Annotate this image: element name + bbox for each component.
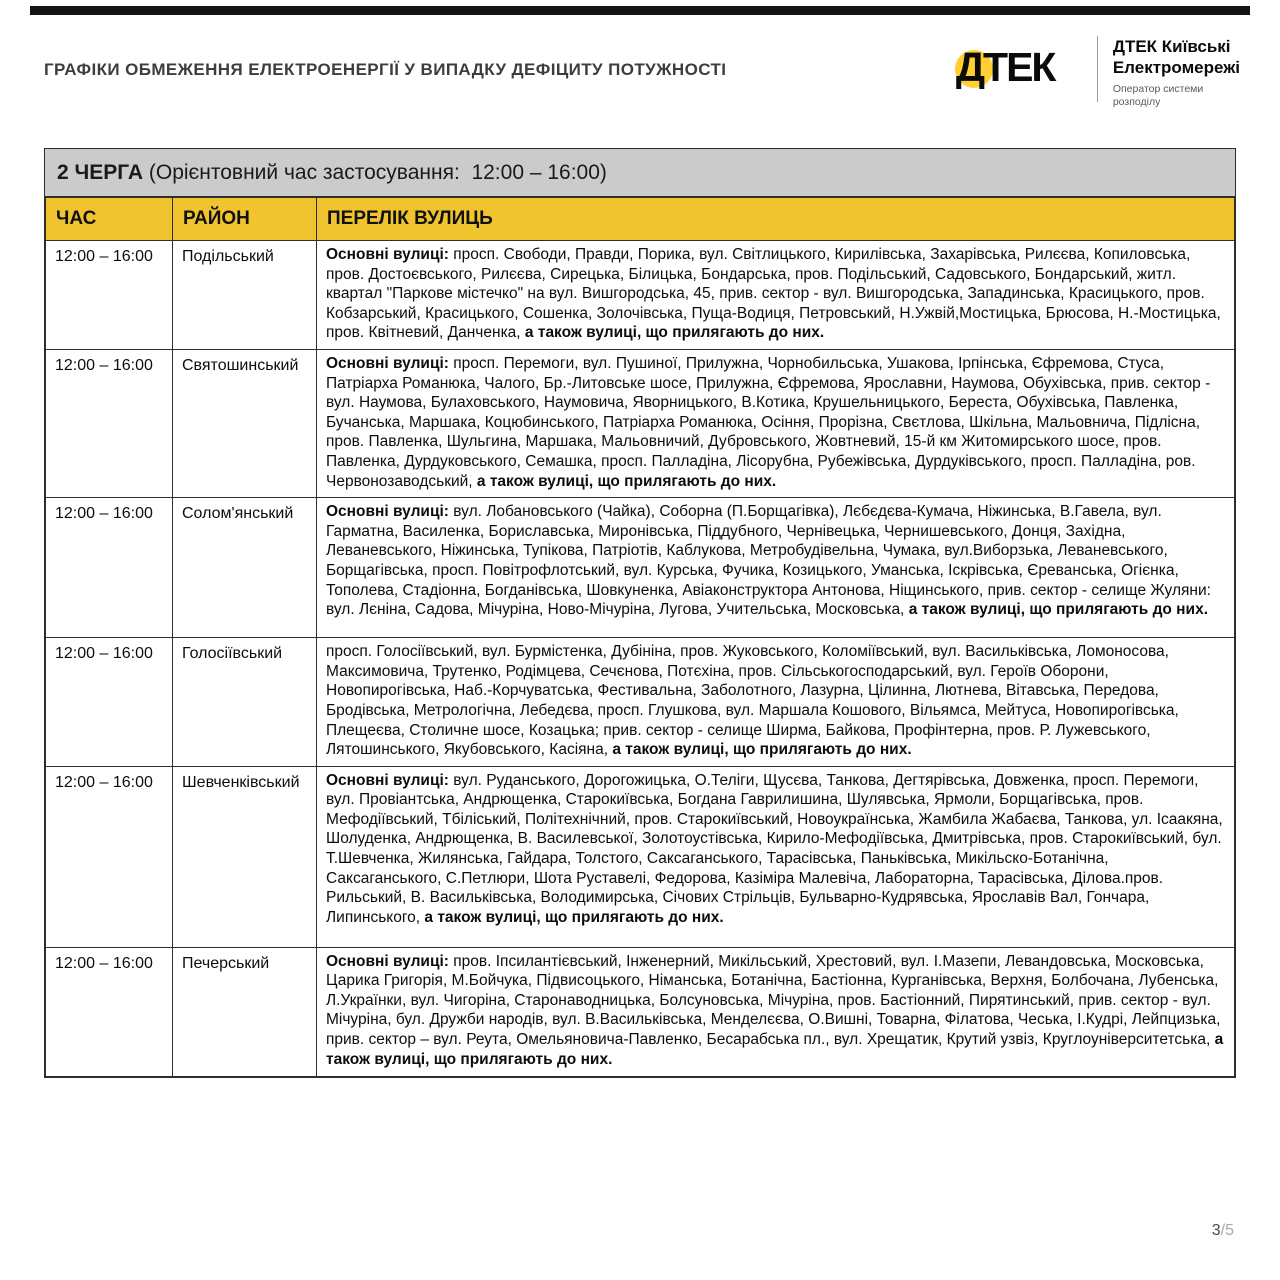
column-header-district: РАЙОН: [173, 198, 317, 241]
district-value: Печерський: [182, 954, 270, 972]
time-value: 12:00 – 16:00: [55, 505, 153, 523]
table-row: [46, 947, 1235, 1076]
page-number-current: 3: [1211, 1222, 1221, 1239]
logo-subtitle-line2: розподілу: [1112, 96, 1161, 108]
table-row: [46, 766, 1235, 947]
time-value: 12:00 – 16:00: [55, 773, 153, 791]
time-cell: [46, 241, 173, 350]
logo-subtitle: [1113, 83, 1240, 109]
page-number-total: /5: [1220, 1222, 1234, 1239]
streets-list: просп. Свободи, Правди, Порика, вул. Світлицького, Кирилівська, Захарівська, Рилєєва, Копиловська, пров. Достоєвського, Рилєєва, Сирецька, Білицька, Бондарська, пров. Подільський, Садовського, Бондарський, житл. квартал "Паркове містечко" на вул. Вишгородська, 45, прив. сектор - вул. Вишгородська, Западинська, Красицького, пров. Кобзарський, Красицького, Сошенка, Золочівська, Пуща-Водиця, Петровський, Н.Ужвій,Мостицька, Брюсова, Н.-Мостицька, пров. Квітневий, Данченка,: [326, 246, 1221, 342]
streets-list: вул. Руданського, Дорогожицька, О.Теліги, Щусєва, Танкова, Дегтярівська, Довженка, просп. Перемоги, вул. Провіантська, Андрющенка, Старокиївська, Богдана Гаврилишина, Шулявська, Ярмоли, Борщагівська, пров. Мефодіївський, Тбіліський, Політехнічний, пров. Старокиївський, Новоукраїнська, Жамбила Жабаєва, Танкова, ул. Ісаакяна, Шолуденка, Андрющенка, В. Василевської, Золотоустівська, Кирило-Мефодіївська, Дмитрівська, пров. Старокиївський, бул. Т.Шевченка, Жилянська, Гайдара, Толстого, Саксаганського, Тарасівська, Паньківська, Микільско-Ботанічна, Саксаганського, С.Петлюри, Шота Руставелі, Федорова, Казіміра Малевіча, Лабораторна, Тарасівська, Ділова.пров. Рильський, В. Васильківська, Володимирська, Січових Стрільців, Бульварно-Кудрявська, Ярославів Вал, Гончара, Липинського,: [326, 771, 1223, 926]
district-cell: [173, 766, 317, 947]
time-value: 12:00 – 16:00: [55, 356, 153, 374]
schedule-body: [46, 241, 1235, 1077]
district-cell: [173, 349, 317, 497]
table-row: [46, 241, 1235, 350]
queue-subtitle: (Орієнтовний час застосування: 12:00 – 16:00): [143, 160, 607, 184]
district-value: Голосіївський: [182, 645, 283, 663]
district-cell: [173, 947, 317, 1076]
streets-tail-note: а також вулиці, що прилягають до них.: [424, 908, 724, 926]
streets-tail-note: а також вулиці, що прилягають до них.: [524, 324, 825, 342]
logo-company-line2: Електромережі: [1112, 58, 1240, 77]
streets-list: просп. Голосіївський, вул. Бурмістенка, Дубініна, пров. Жуковського, Коломіївський, вул. Васильківська, Ломоносова, Максимовича, Трутенко, Родімцева, Сечєнова, Потєхіна, пров. Сільськогосподарський, вул. Героїв Оборони, Новопирогівська, Наб.-Корчуватська, Фестивальна, Заболотного, Лазурна, Цілинна, Лютнева, Вітавська, Передова, Бродівська, Метрологічна, Лебедєва, просп. Глушкова, вул. Маршала Кошового, Вільямса, Мейтуса, Новопирогівська, Плещеєва, Столичне шосе, Козацька; прив. сектор - селище Ширма, Байкова, Профінтерна, пров. Р. Лужевського, Лятошинського, Якубовського, Касіяна,: [326, 643, 1179, 759]
top-black-bar: [30, 6, 1250, 15]
schedule-table: [44, 148, 1236, 1078]
streets-list: вул. Лобановського (Чайка), Соборна (П.Борщагівка), Лєбєдєва-Кумача, Ніжинська, В.Гавела, вул. Гарматна, Василенка, Бориславська, Миронівська, Піддубного, Чернівецька, Чернишевського, Донця, Західна, Леваневського, Ніжинська, Тупікова, Патріотів, Каблукова, Метробудівельна, Чумака, вул.Виборзька, Леваневського, Борщагівська, просп. Повітрофлотський, вул. Курська, Фучика, Козицького, Уманська, Іскрівська, Єреванська, Огієнка, Тополева, Стадіонна, Богданівська, Шовкуненка, Авіаконструктора Антонова, Ніщинського, прив. сектор - селище Жуляни: вул. Лєніна, Садова, Мічуріна, Ново-Мічуріна, Лугова, Учительська, Московська,: [326, 503, 1211, 619]
streets-tail-note: а також вулиці, що прилягають до них.: [908, 601, 1209, 619]
streets-cell: [317, 498, 1235, 638]
time-cell: [46, 947, 173, 1076]
district-cell: [173, 241, 317, 350]
streets-tail-note: а також вулиці, що прилягають до них.: [326, 1031, 1224, 1068]
streets-cell: [317, 766, 1235, 947]
time-cell: [46, 638, 173, 767]
logo-subtitle-line1: Оператор системи: [1112, 83, 1204, 95]
district-value: Солом'янський: [182, 505, 294, 523]
streets-cell: [317, 349, 1235, 497]
district-value: Шевченківський: [182, 773, 300, 791]
time-cell: [46, 498, 173, 638]
streets-lead-label: Основні вулиці:: [326, 771, 449, 789]
logo-company-line1: ДТЕК Київські: [1112, 37, 1231, 56]
district-cell: [173, 638, 317, 767]
streets-list: просп. Перемоги, вул. Пушиної, Прилужна, Чорнобильська, Ушакова, Ірпінська, Єфремова, Стуса, Патріарха Романюка, Чалого, Бр.-Литовське шосе, Прилужна, Єфремова, Ярославни, Наумова, Обухівська, прив. сектор - вул. Наумова, Булаховського, Наумовича, Яворницького, В.Котика, Крушельницького, Береста, Обухівська, Павленка, Бучанська, Маршака, Коцюбинського, Патріарха Романюка, Осіння, Прорізна, Свєтлова, Шкільна, Мальовнича, Підлісна, пров. Павленка, Шульгина, Маршака, Мальовничий, Дубровського, Жовтневий, 15-й км Житомирського шосе, пров. Павленка, Дурдуковського, Семашка, просп. Палладіна, Лісорубна, Рубежівська, Дурдуківського, просп. Палладіна, ров. Червонозаводський,: [326, 354, 1211, 490]
time-cell: [46, 766, 173, 947]
table-row: [46, 498, 1235, 638]
table-header-row: [46, 198, 1235, 241]
table-row: [46, 638, 1235, 767]
district-cell: [173, 498, 317, 638]
streets-tail-note: а також вулиці, що прилягають до них.: [612, 741, 912, 759]
document-title: ГРАФІКИ ОБМЕЖЕННЯ ЕЛЕКТРОЕНЕРГІЇ У ВИПАДКУ ДЕФІЦИТУ ПОТУЖНОСТІ: [44, 60, 727, 79]
streets-table: [45, 197, 1235, 1077]
district-value: Подільський: [182, 248, 274, 265]
queue-header: [45, 149, 1235, 197]
table-row: [46, 349, 1235, 497]
dtek-logo: [956, 34, 1240, 109]
streets-lead-label: Основні вулиці:: [326, 354, 449, 372]
logo-company-block: [1113, 34, 1240, 109]
streets-tail-note: а також вулиці, що прилягають до них.: [476, 472, 777, 490]
time-value: 12:00 – 16:00: [55, 954, 153, 972]
column-header-time: ЧАС: [46, 198, 173, 241]
dtek-logo-mark: [956, 34, 1082, 100]
logo-wordmark: ДТЕК: [955, 44, 1055, 90]
time-value: 12:00 – 16:00: [55, 248, 153, 265]
column-header-streets: ПЕРЕЛІК ВУЛИЦЬ: [317, 198, 1235, 241]
streets-lead-label: Основні вулиці:: [326, 503, 449, 521]
time-value: 12:00 – 16:00: [55, 645, 153, 663]
streets-lead-label: Основні вулиці:: [326, 246, 449, 263]
streets-list: пров. Іпсилантієвський, Інженерний, Микільський, Хрестовий, вул. І.Мазепи, Левандовська, Московська, Царика Григорія, М.Бойчука, Підвисоцького, Німанська, Ботанічна, Бастіонна, Курганівська, Верхня, Болбочана, Лубенська, Л.Українки, вул. Чигоріна, Старонаводницька, Болсуновська, Мічуріна, пров. Бастіонний, Пирятинський, прив. сектор - вул. Мічуріна, бул. Дружби народів, вул. В.Васильківська, Менделєєва, О.Вишні, Товарна, Філатова, Чеська, І.Кудрі, Лейпцизька, прив. сектор – вул. Реута, Омельяновича-Павленко, Бесарабська пл., вул. Хрещатик, Крутий узвіз, Круглоуніверситетська,: [326, 952, 1221, 1049]
streets-cell: [317, 241, 1235, 350]
streets-lead-label: Основні вулиці:: [326, 952, 449, 970]
streets-cell: [317, 638, 1235, 767]
district-value: Святошинський: [182, 356, 299, 374]
streets-cell: [317, 947, 1235, 1076]
queue-title: 2 ЧЕРГА: [57, 160, 144, 184]
page-number: [1212, 1222, 1234, 1240]
logo-divider: [1097, 36, 1098, 102]
time-cell: [46, 349, 173, 497]
